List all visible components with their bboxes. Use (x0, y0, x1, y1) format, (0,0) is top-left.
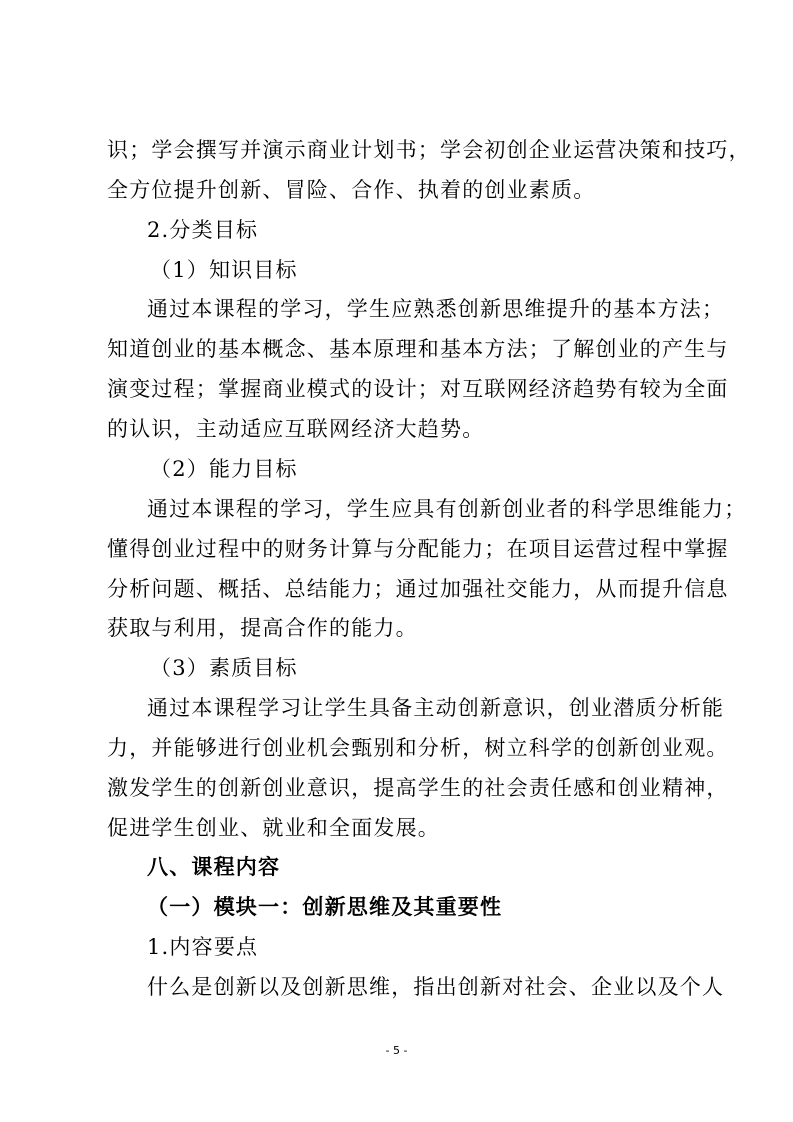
paragraph-line: 的认识，主动适应互联网经济大趋势。 (107, 417, 485, 441)
chapter-heading: 八、课程内容 (147, 855, 281, 879)
paragraph-line: 通过本课程学习让学生具备主动创新意识，创业潜质分析能 (147, 696, 725, 720)
paragraph-line: 什么是创新以及创新思维，指出创新对社会、企业以及个人 (147, 975, 725, 999)
section-heading: 1.内容要点 (147, 935, 259, 959)
module-heading: （一）模块一：创新思维及其重要性 (147, 895, 503, 919)
page-number: - 5 - (385, 1044, 408, 1057)
paragraph-line: 分析问题、概括、总结能力；通过加强社交能力，从而提升信息 (107, 577, 729, 601)
paragraph-line: 懂得创业过程中的财务计算与分配能力；在项目运营过程中掌握 (107, 537, 729, 561)
paragraph-line: 力，并能够进行创业机会甄别和分析，树立科学的创新创业观。 (107, 736, 729, 760)
paragraph-line: 促进学生创业、就业和全面发展。 (107, 816, 440, 840)
subsection-heading: （2）能力目标 (150, 457, 298, 481)
section-heading: 2.分类目标 (147, 218, 259, 242)
paragraph-line: 全方位提升创新、冒险、合作、执着的创业素质。 (107, 178, 596, 202)
paragraph-line: 演变过程；掌握商业模式的设计；对互联网经济趋势有较为全面 (107, 377, 729, 401)
paragraph-line: 通过本课程的学习，学生应具有创新创业者的科学思维能力； (147, 497, 747, 521)
paragraph-line: 获取与利用，提高合作的能力。 (107, 616, 418, 640)
paragraph-line: 通过本课程的学习，学生应熟悉创新思维提升的基本方法； (147, 297, 725, 321)
subsection-heading: （3）素质目标 (150, 656, 298, 680)
paragraph-line: 知道创业的基本概念、基本原理和基本方法；了解创业的产生与 (107, 337, 729, 361)
subsection-heading: （1）知识目标 (150, 258, 298, 282)
paragraph-line: 识；学会撰写并演示商业计划书；学会初创企业运营决策和技巧， (107, 138, 751, 162)
paragraph-line: 激发学生的创新创业意识，提高学生的社会责任感和创业精神， (107, 776, 729, 800)
